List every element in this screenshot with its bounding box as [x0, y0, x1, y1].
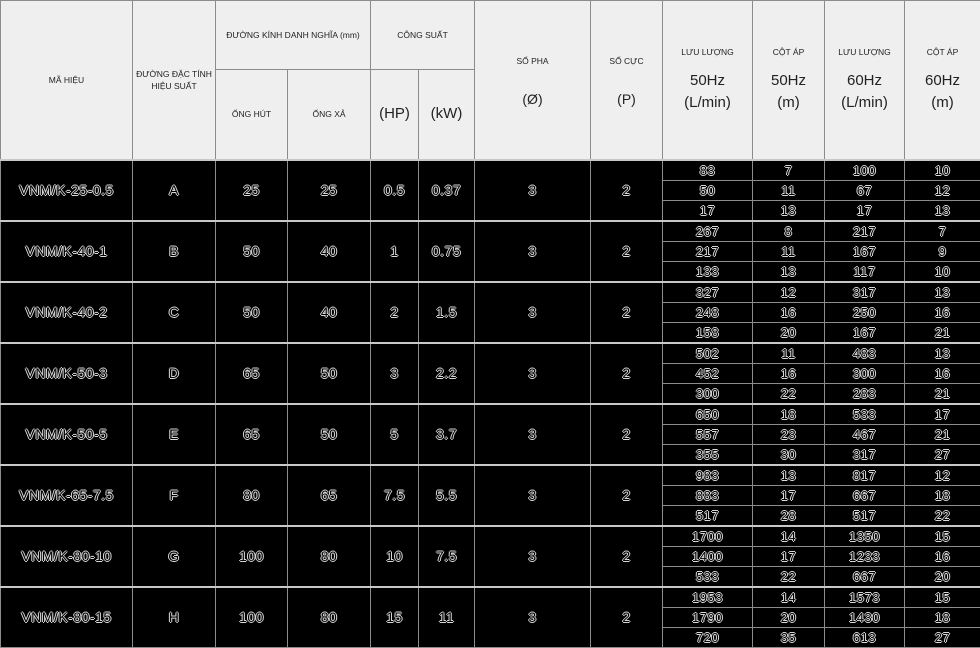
poles-cell: 2: [591, 587, 663, 648]
head-60-cell: 13: [905, 343, 980, 364]
head-50-cell: 16: [753, 302, 825, 322]
head-60-cell: 16: [905, 363, 980, 383]
flow-50-cell: 267: [663, 221, 753, 242]
flow-50-cell: 533: [663, 566, 753, 587]
head-60-cell: 9: [905, 241, 980, 261]
head-50-cell: 18: [753, 404, 825, 425]
phase-cell: 3: [475, 526, 591, 587]
head-60-cell: 10: [905, 160, 980, 181]
hp-cell: 10: [371, 526, 419, 587]
head-50-cell: 13: [753, 261, 825, 282]
flow-60-cell: 1430: [825, 607, 905, 627]
header-model: MÃ HIỆU: [1, 1, 133, 160]
suction-cell: 50: [216, 282, 288, 343]
header-head-50-unit: (m): [753, 92, 824, 114]
suction-cell: 65: [216, 343, 288, 404]
head-60-cell: 22: [905, 505, 980, 526]
flow-50-cell: 883: [663, 485, 753, 505]
head-60-cell: 18: [905, 607, 980, 627]
header-head-60-label: CỘT ÁP: [905, 46, 980, 58]
flow-60-cell: 317: [825, 444, 905, 465]
head-60-cell: 27: [905, 444, 980, 465]
flow-50-cell: 50: [663, 180, 753, 200]
flow-60-cell: 167: [825, 322, 905, 343]
head-50-cell: 17: [753, 546, 825, 566]
head-60-cell: 15: [905, 587, 980, 608]
head-50-cell: 11: [753, 241, 825, 261]
hp-cell: 3: [371, 343, 419, 404]
suction-cell: 80: [216, 465, 288, 526]
model-cell: VNM/K-65-7.5: [1, 465, 133, 526]
phase-cell: 3: [475, 343, 591, 404]
head-60-cell: 18: [905, 485, 980, 505]
flow-60-cell: 667: [825, 566, 905, 587]
head-60-cell: 12: [905, 180, 980, 200]
flow-60-cell: 483: [825, 343, 905, 364]
head-60-cell: 10: [905, 261, 980, 282]
poles-cell: 2: [591, 404, 663, 465]
table-row: [1, 282, 980, 303]
flow-60-cell: 167: [825, 241, 905, 261]
head-60-cell: 21: [905, 383, 980, 404]
head-50-cell: 30: [753, 444, 825, 465]
flow-50-cell: 355: [663, 444, 753, 465]
curve-cell: D: [133, 343, 216, 404]
discharge-cell: 80: [288, 587, 371, 648]
hp-cell: 15: [371, 587, 419, 648]
flow-50-cell: 720: [663, 627, 753, 647]
header-head-50-label: CỘT ÁP: [753, 46, 824, 58]
head-60-cell: 27: [905, 627, 980, 647]
kw-cell: 2.2: [419, 343, 475, 404]
head-50-cell: 8: [753, 221, 825, 242]
phase-cell: 3: [475, 221, 591, 282]
header-kw: (kW): [419, 70, 475, 160]
flow-50-cell: 517: [663, 505, 753, 526]
flow-50-cell: 557: [663, 424, 753, 444]
curve-cell: B: [133, 221, 216, 282]
header-phase-unit: (Ø): [475, 93, 590, 105]
flow-50-cell: 1790: [663, 607, 753, 627]
curve-cell: H: [133, 587, 216, 648]
head-50-cell: 12: [753, 282, 825, 303]
flow-60-cell: 1573: [825, 587, 905, 608]
table-row: [1, 526, 980, 547]
hp-cell: 0.5: [371, 160, 419, 221]
flow-50-cell: 650: [663, 404, 753, 425]
model-cell: VNM/K-50-3: [1, 343, 133, 404]
model-cell: VNM/K-25-0.5: [1, 160, 133, 221]
header-head-60-freq: 60Hz: [905, 70, 980, 92]
curve-cell: C: [133, 282, 216, 343]
poles-cell: 2: [591, 343, 663, 404]
head-60-cell: 20: [905, 566, 980, 587]
curve-cell: A: [133, 160, 216, 221]
discharge-cell: 65: [288, 465, 371, 526]
poles-cell: 2: [591, 526, 663, 587]
flow-50-cell: 217: [663, 241, 753, 261]
discharge-cell: 40: [288, 282, 371, 343]
discharge-cell: 40: [288, 221, 371, 282]
flow-50-cell: 327: [663, 282, 753, 303]
curve-cell: G: [133, 526, 216, 587]
header-flow-50: [663, 1, 753, 160]
header-head-60: [905, 1, 980, 160]
flow-60-cell: 517: [825, 505, 905, 526]
head-60-cell: 16: [905, 302, 980, 322]
poles-cell: 2: [591, 282, 663, 343]
header-phase: [475, 1, 591, 160]
flow-50-cell: 158: [663, 322, 753, 343]
header-poles: [591, 1, 663, 160]
head-50-cell: 17: [753, 485, 825, 505]
table-row: [1, 221, 980, 242]
header-curve: ĐƯỜNG ĐẶC TÍNH HIỆU SUẤT: [133, 1, 216, 160]
phase-cell: 3: [475, 465, 591, 526]
flow-60-cell: 300: [825, 363, 905, 383]
curve-cell: E: [133, 404, 216, 465]
header-flow-60: [825, 1, 905, 160]
hp-cell: 7.5: [371, 465, 419, 526]
table-row: [1, 587, 980, 608]
head-50-cell: 11: [753, 180, 825, 200]
flow-60-cell: 250: [825, 302, 905, 322]
curve-cell: F: [133, 465, 216, 526]
head-50-cell: 16: [753, 363, 825, 383]
head-50-cell: 35: [753, 627, 825, 647]
suction-cell: 25: [216, 160, 288, 221]
flow-50-cell: 1953: [663, 587, 753, 608]
flow-50-cell: 502: [663, 343, 753, 364]
header-discharge: ỐNG XẢ: [288, 70, 371, 160]
flow-60-cell: 1233: [825, 546, 905, 566]
header-flow-50-label: LƯU LƯỢNG: [663, 46, 752, 58]
flow-60-cell: 100: [825, 160, 905, 181]
phase-cell: 3: [475, 282, 591, 343]
header-head-50: [753, 1, 825, 160]
flow-50-cell: 133: [663, 261, 753, 282]
head-50-cell: 28: [753, 505, 825, 526]
kw-cell: 5.5: [419, 465, 475, 526]
head-60-cell: 21: [905, 322, 980, 343]
model-cell: VNM/K-80-10: [1, 526, 133, 587]
head-60-cell: 13: [905, 200, 980, 221]
flow-50-cell: 1400: [663, 546, 753, 566]
suction-cell: 100: [216, 587, 288, 648]
phase-cell: 3: [475, 404, 591, 465]
header-flow-60-unit: (L/min): [825, 92, 904, 114]
flow-60-cell: 817: [825, 465, 905, 486]
table-row: [1, 465, 980, 486]
head-60-cell: 16: [905, 546, 980, 566]
hp-cell: 2: [371, 282, 419, 343]
header-flow-60-label: LƯU LƯỢNG: [825, 46, 904, 58]
head-60-cell: 12: [905, 465, 980, 486]
table-row: [1, 404, 980, 425]
header-poles-unit: (P): [591, 93, 662, 105]
suction-cell: 50: [216, 221, 288, 282]
hp-cell: 1: [371, 221, 419, 282]
head-50-cell: 13: [753, 200, 825, 221]
poles-cell: 2: [591, 465, 663, 526]
kw-cell: 7.5: [419, 526, 475, 587]
flow-50-cell: 17: [663, 200, 753, 221]
flow-50-cell: 1700: [663, 526, 753, 547]
header-flow-50-freq: 50Hz: [663, 70, 752, 92]
model-cell: VNM/K-40-2: [1, 282, 133, 343]
head-50-cell: 22: [753, 383, 825, 404]
table-row: [1, 160, 980, 181]
head-60-cell: 13: [905, 282, 980, 303]
head-50-cell: 11: [753, 343, 825, 364]
kw-cell: 1.5: [419, 282, 475, 343]
flow-60-cell: 467: [825, 424, 905, 444]
flow-60-cell: 117: [825, 261, 905, 282]
head-50-cell: 14: [753, 587, 825, 608]
suction-cell: 65: [216, 404, 288, 465]
head-50-cell: 20: [753, 607, 825, 627]
kw-cell: 3.7: [419, 404, 475, 465]
model-cell: VNM/K-80-15: [1, 587, 133, 648]
discharge-cell: 80: [288, 526, 371, 587]
hp-cell: 5: [371, 404, 419, 465]
flow-50-cell: 983: [663, 465, 753, 486]
kw-cell: 11: [419, 587, 475, 648]
kw-cell: 0.37: [419, 160, 475, 221]
head-50-cell: 20: [753, 322, 825, 343]
flow-60-cell: 283: [825, 383, 905, 404]
header-hp: (HP): [371, 70, 419, 160]
header-phase-label: SỐ PHA: [475, 55, 590, 67]
header-diameter: ĐƯỜNG KÍNH DANH NGHĨA (mm): [216, 1, 371, 70]
flow-60-cell: 67: [825, 180, 905, 200]
head-60-cell: 15: [905, 526, 980, 547]
flow-60-cell: 613: [825, 627, 905, 647]
header-head-60-unit: (m): [905, 92, 980, 114]
head-60-cell: 17: [905, 404, 980, 425]
table-row: [1, 343, 980, 364]
phase-cell: 3: [475, 587, 591, 648]
head-50-cell: 23: [753, 424, 825, 444]
poles-cell: 2: [591, 160, 663, 221]
flow-60-cell: 17: [825, 200, 905, 221]
kw-cell: 0.75: [419, 221, 475, 282]
head-60-cell: 7: [905, 221, 980, 242]
header-power: CÔNG SUẤT: [371, 1, 475, 70]
flow-60-cell: 317: [825, 282, 905, 303]
head-60-cell: 21: [905, 424, 980, 444]
phase-cell: 3: [475, 160, 591, 221]
flow-60-cell: 1350: [825, 526, 905, 547]
flow-50-cell: 452: [663, 363, 753, 383]
header-flow-50-unit: (L/min): [663, 92, 752, 114]
discharge-cell: 50: [288, 343, 371, 404]
head-50-cell: 14: [753, 526, 825, 547]
header-head-50-freq: 50Hz: [753, 70, 824, 92]
flow-60-cell: 533: [825, 404, 905, 425]
header-poles-label: SỐ CỰC: [591, 55, 662, 67]
flow-50-cell: 300: [663, 383, 753, 404]
head-50-cell: 7: [753, 160, 825, 181]
discharge-cell: 25: [288, 160, 371, 221]
header-suction: ỐNG HÚT: [216, 70, 288, 160]
flow-60-cell: 217: [825, 221, 905, 242]
suction-cell: 100: [216, 526, 288, 587]
model-cell: VNM/K-40-1: [1, 221, 133, 282]
spec-table-body: [1, 160, 980, 648]
flow-60-cell: 667: [825, 485, 905, 505]
flow-50-cell: 83: [663, 160, 753, 181]
flow-50-cell: 248: [663, 302, 753, 322]
head-50-cell: 22: [753, 566, 825, 587]
discharge-cell: 50: [288, 404, 371, 465]
model-cell: VNM/K-50-5: [1, 404, 133, 465]
poles-cell: 2: [591, 221, 663, 282]
header-flow-60-freq: 60Hz: [825, 70, 904, 92]
head-50-cell: 13: [753, 465, 825, 486]
